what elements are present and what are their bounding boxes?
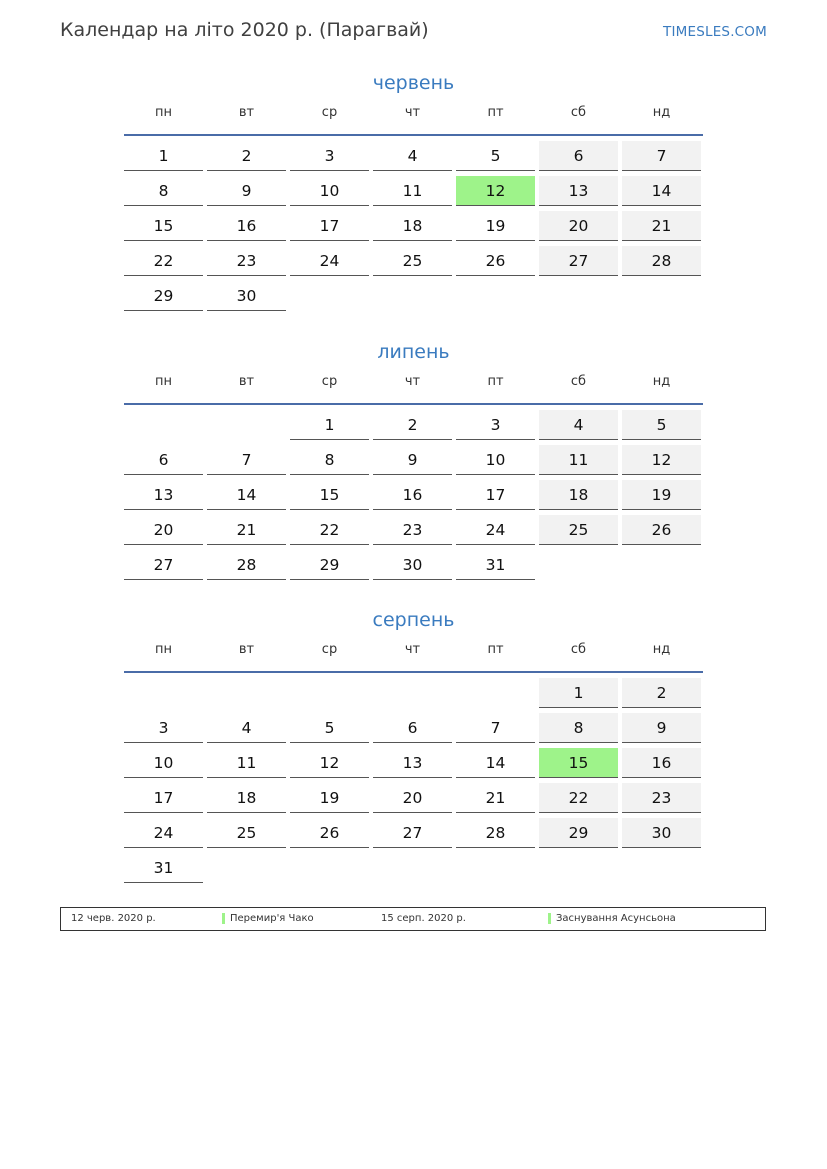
day-cell: 22 [290, 515, 369, 545]
site-link[interactable]: TIMESLES.COM [663, 24, 767, 40]
day-cell: 1 [124, 141, 203, 171]
day-cell: 1 [290, 410, 369, 440]
day-cell: 16 [207, 211, 286, 241]
day-cell: 6 [539, 141, 618, 171]
holiday-day-cell: 12 [456, 176, 535, 206]
holiday-day-cell: 15 [539, 748, 618, 778]
day-cell: 4 [373, 141, 452, 171]
day-cell: 25 [539, 515, 618, 545]
day-cell: 7 [456, 713, 535, 743]
holiday-marker [222, 913, 225, 924]
weekday-label: пн [155, 641, 172, 657]
weekday-label: пн [155, 373, 172, 389]
weekday-header [124, 367, 703, 405]
day-cell: 29 [124, 281, 203, 311]
weekday-header [124, 635, 703, 673]
month-june [124, 68, 703, 311]
day-cell: 25 [207, 818, 286, 848]
day-cell: 26 [456, 246, 535, 276]
day-cell: 12 [622, 445, 701, 475]
day-cell: 17 [456, 480, 535, 510]
weekday-label: сб [570, 104, 587, 120]
empty-cell [290, 678, 369, 707]
day-cell: 26 [290, 818, 369, 848]
legend-date: 12 черв. 2020 р. [71, 913, 156, 924]
day-cell: 8 [539, 713, 618, 743]
holiday-legend [60, 907, 766, 931]
day-cell: 20 [124, 515, 203, 545]
day-cell: 2 [373, 410, 452, 440]
day-cell: 27 [539, 246, 618, 276]
day-cell: 28 [622, 246, 701, 276]
day-cell: 6 [373, 713, 452, 743]
day-cell: 24 [124, 818, 203, 848]
month-title: серпень [372, 609, 455, 631]
day-cell: 16 [622, 748, 701, 778]
day-cell: 2 [622, 678, 701, 708]
days-grid [124, 141, 703, 311]
day-cell: 21 [622, 211, 701, 241]
day-cell: 8 [290, 445, 369, 475]
day-cell: 19 [622, 480, 701, 510]
day-cell: 24 [290, 246, 369, 276]
weekday-label: вт [238, 641, 255, 657]
day-cell: 24 [456, 515, 535, 545]
day-cell: 16 [373, 480, 452, 510]
day-cell: 29 [290, 550, 369, 580]
day-cell: 9 [622, 713, 701, 743]
holiday-marker [548, 913, 551, 924]
empty-cell [373, 678, 452, 707]
day-cell: 11 [539, 445, 618, 475]
weekday-label: ср [321, 641, 338, 657]
weekday-label: чт [404, 641, 421, 657]
day-cell: 28 [456, 818, 535, 848]
empty-cell [124, 410, 203, 439]
legend-holiday-name: Перемир'я Чако [230, 913, 314, 924]
day-cell: 5 [456, 141, 535, 171]
legend-date: 15 серп. 2020 р. [381, 913, 466, 924]
weekday-label: вт [238, 104, 255, 120]
day-cell: 14 [207, 480, 286, 510]
weekday-label: нд [652, 104, 671, 120]
page-title: Календар на літо 2020 р. (Парагвай) [60, 19, 429, 41]
day-cell: 22 [124, 246, 203, 276]
weekday-label: нд [652, 641, 671, 657]
day-cell: 3 [290, 141, 369, 171]
day-cell: 7 [622, 141, 701, 171]
day-cell: 31 [456, 550, 535, 580]
day-cell: 23 [373, 515, 452, 545]
day-cell: 20 [539, 211, 618, 241]
day-cell: 13 [373, 748, 452, 778]
day-cell: 9 [207, 176, 286, 206]
day-cell: 14 [622, 176, 701, 206]
day-cell: 10 [456, 445, 535, 475]
day-cell: 9 [373, 445, 452, 475]
weekday-label: пн [155, 104, 172, 120]
day-cell: 18 [539, 480, 618, 510]
weekday-label: пт [487, 641, 504, 657]
day-cell: 30 [373, 550, 452, 580]
weekday-label: сб [570, 373, 587, 389]
day-cell: 12 [290, 748, 369, 778]
month-title: червень [372, 72, 455, 94]
day-cell: 19 [456, 211, 535, 241]
empty-cell [207, 410, 286, 439]
day-cell: 20 [373, 783, 452, 813]
day-cell: 21 [207, 515, 286, 545]
day-cell: 3 [456, 410, 535, 440]
day-cell: 13 [539, 176, 618, 206]
day-cell: 22 [539, 783, 618, 813]
day-cell: 10 [290, 176, 369, 206]
weekday-label: ср [321, 104, 338, 120]
day-cell: 23 [207, 246, 286, 276]
day-cell: 25 [373, 246, 452, 276]
day-cell: 30 [622, 818, 701, 848]
day-cell: 3 [124, 713, 203, 743]
month-title: липень [377, 341, 450, 363]
day-cell: 29 [539, 818, 618, 848]
day-cell: 26 [622, 515, 701, 545]
weekday-label: пт [487, 104, 504, 120]
day-cell: 18 [373, 211, 452, 241]
weekday-label: чт [404, 373, 421, 389]
weekday-label: пт [487, 373, 504, 389]
weekday-label: ср [321, 373, 338, 389]
day-cell: 5 [290, 713, 369, 743]
empty-cell [124, 678, 203, 707]
day-cell: 4 [207, 713, 286, 743]
weekday-label: вт [238, 373, 255, 389]
empty-cell [207, 678, 286, 707]
day-cell: 15 [290, 480, 369, 510]
day-cell: 14 [456, 748, 535, 778]
day-cell: 30 [207, 281, 286, 311]
month-august [124, 605, 703, 883]
weekday-label: сб [570, 641, 587, 657]
days-grid [124, 410, 703, 580]
day-cell: 8 [124, 176, 203, 206]
day-cell: 27 [124, 550, 203, 580]
days-grid [124, 678, 703, 883]
day-cell: 4 [539, 410, 618, 440]
day-cell: 23 [622, 783, 701, 813]
day-cell: 17 [290, 211, 369, 241]
day-cell: 1 [539, 678, 618, 708]
legend-holiday-name: Заснування Асунсьона [556, 913, 676, 924]
weekday-label: нд [652, 373, 671, 389]
day-cell: 27 [373, 818, 452, 848]
day-cell: 18 [207, 783, 286, 813]
day-cell: 11 [373, 176, 452, 206]
weekday-label: чт [404, 104, 421, 120]
day-cell: 31 [124, 853, 203, 883]
day-cell: 10 [124, 748, 203, 778]
day-cell: 17 [124, 783, 203, 813]
day-cell: 5 [622, 410, 701, 440]
empty-cell [456, 678, 535, 707]
day-cell: 28 [207, 550, 286, 580]
day-cell: 11 [207, 748, 286, 778]
day-cell: 19 [290, 783, 369, 813]
day-cell: 2 [207, 141, 286, 171]
day-cell: 6 [124, 445, 203, 475]
day-cell: 7 [207, 445, 286, 475]
day-cell: 13 [124, 480, 203, 510]
day-cell: 15 [124, 211, 203, 241]
weekday-header [124, 98, 703, 136]
month-july [124, 337, 703, 580]
day-cell: 21 [456, 783, 535, 813]
